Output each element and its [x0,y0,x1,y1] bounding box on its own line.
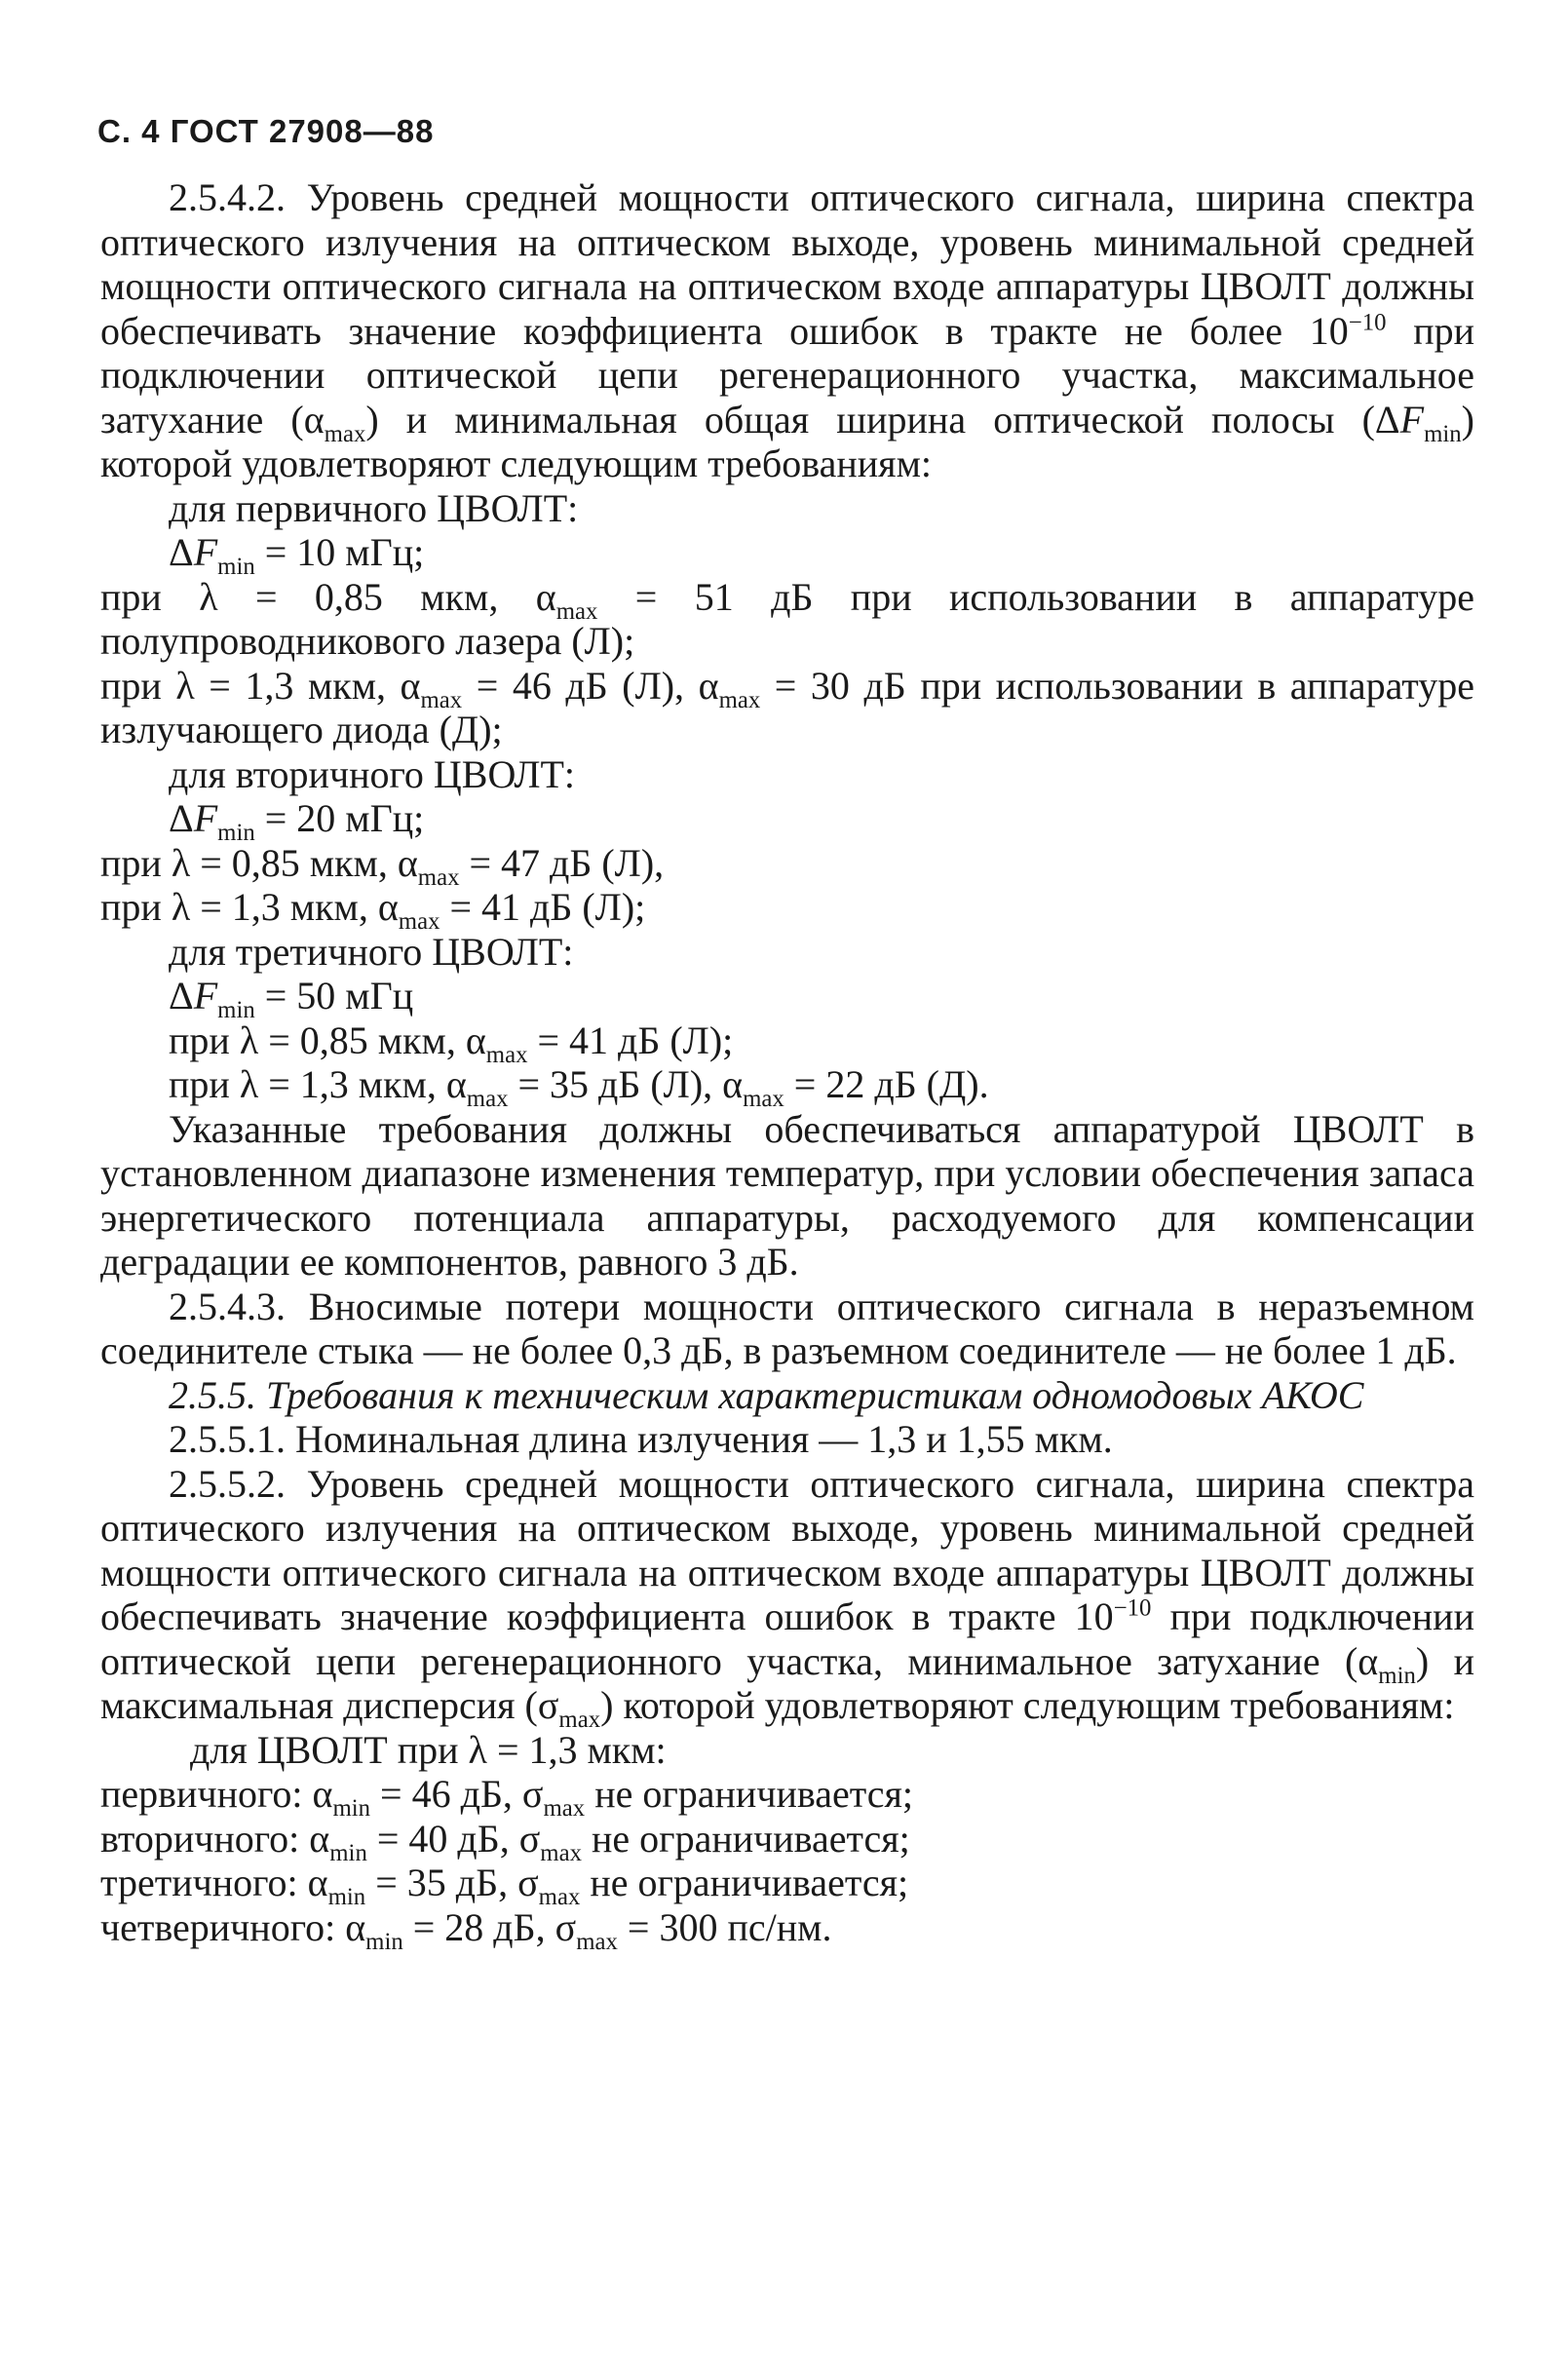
primary-line-1: при λ = 0,85 мкм, $\alpha_{max} = 51$ дБ при использовании в аппаратуре полупроводникового лазера (Л); [100,574,1475,663]
singlemode-title: для ЦВОЛТ при λ = 1,3 мкм: [190,1727,667,1772]
singlemode-row-primary: первичного: $\alpha_{min} = 46$ дБ, $\sigma_{max}$ не ограничивается; [100,1772,913,1822]
tertiary-line-1: при λ = 0,85 мкм, $\alpha_{max} = 41$ дБ (Л); [169,1017,734,1068]
primary-line-2: при λ = 1,3 мкм, $\alpha_{max} = 46$ дБ (Л), $\alpha_{max} = 30$ дБ при использовании в аппаратуре излучающего диода (Д); [100,663,1475,751]
secondary-title: для вторичного ЦВОЛТ: [169,751,576,796]
page-header: С. 4 ГОСТ 27908—88 [97,113,435,149]
primary-bandwidth: $\Delta F_{min} = 10$ мГц; [169,530,425,580]
primary-title: для первичного ЦВОЛТ: [169,485,579,530]
secondary-bandwidth: $\Delta F_{min} = 20$ мГц; [169,796,425,846]
secondary-line-2: при λ = 1,3 мкм, $\alpha_{max} = 41$ дБ (Л); [100,885,646,935]
paragraph-2-5-5-1: 2.5.5.1. Номинальная длина излучения — 1,3 и 1,55 мкм. [169,1417,1113,1461]
singlemode-row-quaternary: четверичного: $\alpha_{min} = 28$ дБ, $\sigma_{max} = 300$ пс/нм. [100,1904,832,1955]
paragraph-requirements: Указанные требования должны обеспечиваться аппаратурой ЦВОЛТ в установленном диапазоне изменения температур, при условии обеспечения запаса энергетического потенциала аппаратуры, расходуемого для компенсации деградации ее компонентов, равного 3 дБ. [100,1106,1474,1284]
paragraph-2-5-4-3: 2.5.4.3. Вносимые потери мощности оптического сигнала в неразъемном соединителе стыка — не более 0,3 дБ, в разъемном соединителе — не более 1 дБ. [100,1284,1474,1372]
tertiary-bandwidth: $\Delta F_{min} = 50$ мГц [169,974,414,1023]
secondary-line-1: при λ = 0,85 мкм, $\alpha_{max} = 47$ дБ (Л), [100,840,665,891]
tertiary-title: для третичного ЦВОЛТ: [169,929,574,974]
tertiary-line-2: при λ = 1,3 мкм, $\alpha_{max} = 35$ дБ (Л), $\alpha_{max} = 22$ дБ (Д). [169,1062,989,1112]
document-body [100,175,1475,1955]
paragraph-2-5-5-2: 2.5.5.2. Уровень средней мощности оптического сигнала, ширина спектра оптического излучения на оптическом выходе, уровень минимальной средней мощности оптического сигнала на оптическом входе аппаратуры ЦВОЛТ должны обеспечивать значение коэффициента ошибок в тракте $10^{-10}$ при подключении оптической цепи регенерационного участка, минимальное затухание $(\alpha_{min})$ и максимальная дисперсия $(\sigma_{max})$ которой удовлетворяют следующим требованиям: [100,1461,1474,1733]
singlemode-row-secondary: вторичного: $\alpha_{min} = 40$ дБ, $\sigma_{max}$ не ограничивается; [100,1816,910,1866]
paragraph-2-5-4-2: 2.5.4.2. Уровень средней мощности оптического сигнала, ширина спектра оптического излучения на оптическом выходе, уровень минимальной средней мощности оптического сигнала на оптическом входе аппаратуры ЦВОЛТ должны обеспечивать значение коэффициента ошибок в тракте не более $10^{-10}$ при подключении оптической цепи регенерационного участка, максимальное затухание $(\alpha_{max})$ и минимальная общая ширина оптической полосы $(\Delta F_{min})$ которой удовлетворяют следующим требованиям: [100,175,1474,485]
paragraph-2-5-5-heading: 2.5.5. Требования к техническим характеристикам одномодовых АКОС [169,1372,1364,1417]
singlemode-row-tertiary: третичного: $\alpha_{min} = 35$ дБ, $\sigma_{max}$ не ограничивается; [100,1861,909,1910]
